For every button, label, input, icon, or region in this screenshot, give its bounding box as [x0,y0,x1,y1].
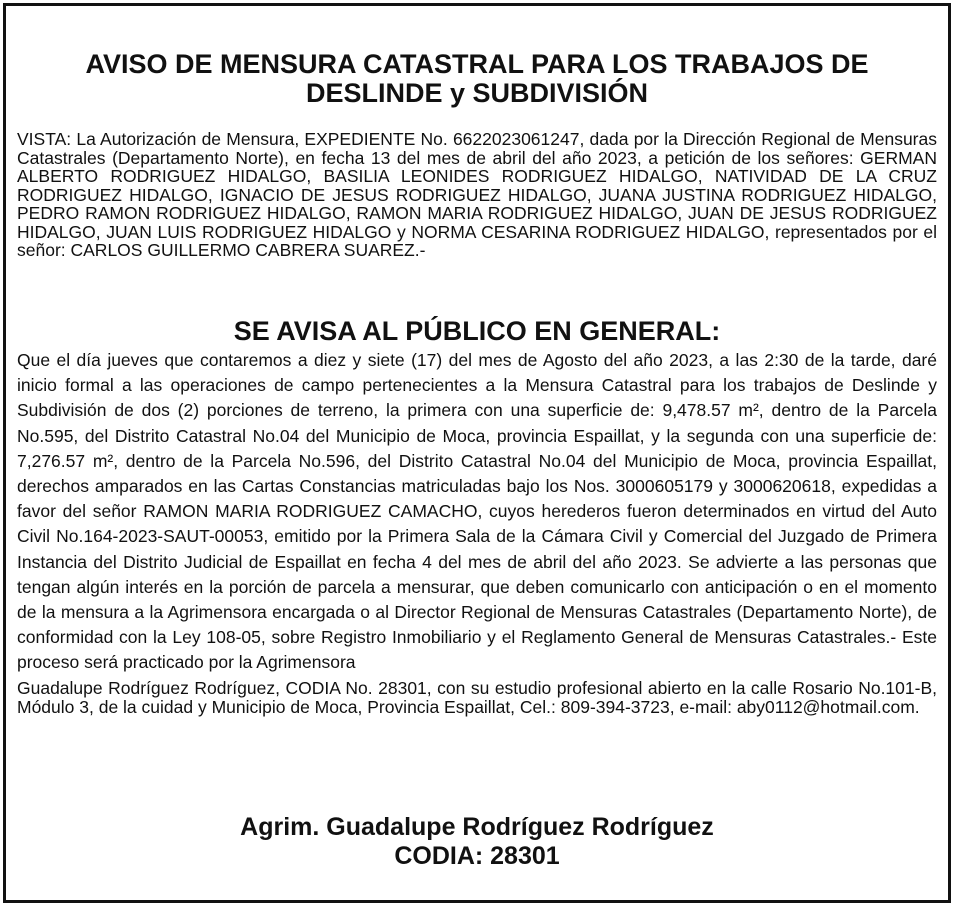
notice-body [17,348,937,717]
signature-codia: CODIA: 28301 [394,842,560,870]
signature-block [0,813,954,871]
public-notice-heading: SE AVISA AL PÚBLICO EN GENERAL: [233,316,721,346]
signature-name: Agrim. Guadalupe Rodríguez Rodríguez [240,813,714,841]
notice-title-line1: AVISO DE MENSURA CATASTRAL PARA LOS TRABAJOS DE [85,49,869,79]
notice-body-contact: Guadalupe Rodríguez Rodríguez, CODIA No. 28301, con su estudio profesional abierto en la calle Rosario No.101-B, Módulo 3, de la cuidad y Municipio de Moca, Provincia Espaillat, Cel.: 809-394-3723, e-mail: aby0112@hotmail.com. [17,677,937,717]
notice-body-main: Que el día jueves que contaremos a diez y siete (17) del mes de Agosto del año 2023, a las 2:30 de la tarde, daré inicio formal a las operaciones de campo pertenecientes a la Mensura Catastral para los trabajos de Deslinde y Subdivisión de dos (2) porciones de terreno, la primera con una superficie de: 9,478.57 m², dentro de la Parcela No.595, del Distrito Catastral No.04 del Municipio de Moca, provincia Espaillat, y la segunda con una superficie de: 7,276.57 m², dentro de la Parcela No.596, del Distrito Catastral No.04 del Municipio de Moca, provincia Espaillat, derechos amparados en las Cartas Constancias matriculadas bajo los Nos. 3000605179 y 3000620618, expedidas a favor del señor RAMON MARIA RODRIGUEZ CAMACHO, cuyos herederos fueron determinados en virtud del Auto Civil No.164-2023-SAUT-00053, emitido por la Primera Sala de la Cámara Civil y Comercial del Juzgado de Primera Instancia del Distrito Judicial de Espaillat en fecha 4 del mes de abril del año 2023. Se advierte a las personas que tengan algún interés en la porción de parcela a mensurar, que deben comunicarlo con anticipación o en el momento de la mensura a la Agrimensora encargada o al Director Regional de Mensuras Catastrales (Departamento Norte), de conformidad con la Ley 108-05, sobre Registro Inmobiliario y el Reglamento General de Mensuras Catastrales.- Este proceso será practicado por la Agrimensora [17,350,937,673]
vista-paragraph: VISTA: La Autorización de Mensura, EXPEDIENTE No. 6622023061247, dada por la Dirección Regional de Mensuras Catastrales (Departamento Norte), en fecha 13 del mes de abril del año 2023, a petición de los señores: GERMAN ALBERTO RODRIGUEZ HIDALGO, BASILIA LEONIDES RODRIGUEZ HIDALGO, NATIVIDAD DE LA CRUZ RODRIGUEZ HIDALGO, IGNACIO DE JESUS RODRIGUEZ HIDALGO, JUANA JUSTINA RODRIGUEZ HIDALGO, PEDRO RAMON RODRIGUEZ HIDALGO, RAMON MARIA RODRIGUEZ HIDALGO, JUAN DE JESUS RODRIGUEZ HIDALGO, JUAN LUIS RODRIGUEZ HIDALGO y NORMA CESARINA RODRIGUEZ HIDALGO, representados por el señor: CARLOS GUILLERMO CABRERA SUAREZ.- [17,129,937,260]
notice-title-line2: DESLINDE y SUBDIVISIÓN [305,78,649,108]
notice-title [0,50,954,108]
